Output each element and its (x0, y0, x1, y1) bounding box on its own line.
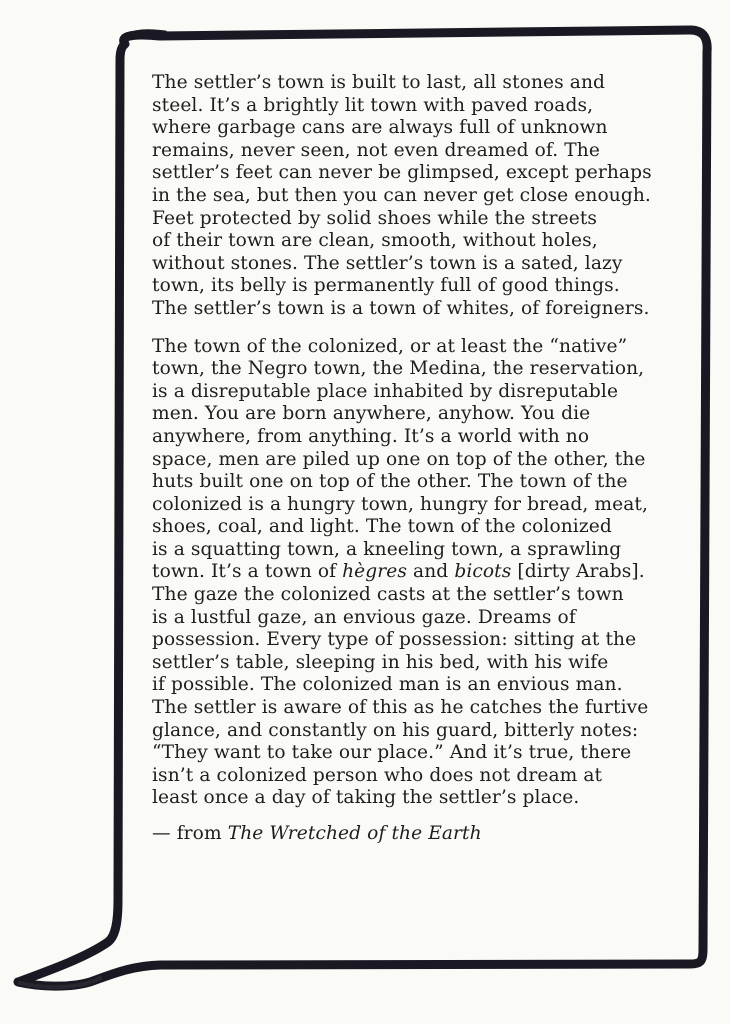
text-line: possession. Every type of possession: sitting at the (152, 629, 637, 651)
text-line: “They want to take our place.” And it’s true, there (152, 742, 632, 764)
text-line: remains, never seen, not even dreamed of. The (152, 139, 600, 161)
text-line: men. You are born anywhere, anyhow. You die (152, 403, 591, 425)
attribution (152, 823, 682, 846)
text-line: is a squatting town, a kneeling town, a sprawling (152, 538, 622, 560)
text-line: glance, and constantly on his guard, bitterly notes: (152, 719, 639, 741)
paragraph-colonized-town (152, 336, 682, 810)
book-title: The Wretched of the Earth (227, 823, 482, 844)
excerpt-text (152, 72, 682, 846)
text-line: without stones. The settler’s town is a sated, lazy (152, 252, 623, 274)
text-line: settler’s table, sleeping in his bed, with his wife (152, 651, 609, 673)
text-line: is a disreputable place inhabited by disreputable (152, 380, 619, 402)
text-line: in the sea, but then you can never get close enough. (152, 184, 651, 206)
italic-term: hègres (342, 561, 408, 583)
text-line: is a lustful gaze, an envious gaze. Dreams of (152, 606, 576, 628)
text-line: The settler’s town is a town of whites, of foreigners. (152, 297, 650, 319)
text-line: The gaze the colonized casts at the settler’s town (152, 584, 624, 606)
text-line: anywhere, from anything. It’s a world with no (152, 425, 590, 447)
text-line-italic-terms (152, 561, 682, 584)
text-line: isn’t a colonized person who does not dream at (152, 764, 603, 786)
text-line: town, the Negro town, the Medina, the reservation, (152, 358, 645, 380)
text-line: town, its belly is permanently full of good things. (152, 275, 620, 297)
text-line: colonized is a hungry town, hungry for bread, meat, (152, 493, 648, 515)
text-line: where garbage cans are always full of unknown (152, 117, 608, 139)
paragraph-spacer (152, 321, 682, 336)
text-fragment: and (407, 561, 455, 583)
text-line: space, men are piled up one on top of the other, the (152, 448, 646, 470)
text-fragment: [dirty Arabs]. (511, 561, 645, 583)
text-line: huts built one on top of the other. The town of the (152, 471, 628, 493)
italic-term: bicots (454, 561, 512, 583)
text-line: The town of the colonized, or at least the “native” (152, 335, 628, 357)
text-line: Feet protected by solid shoes while the streets (152, 207, 598, 229)
text-line: The settler’s town is built to last, all stones and (152, 72, 606, 93)
text-line: settler’s feet can never be glimpsed, except perhaps (152, 162, 652, 184)
paragraph-settler-town (152, 72, 682, 321)
text-line: if possible. The colonized man is an envious man. (152, 674, 623, 696)
text-line: shoes, coal, and light. The town of the colonized (152, 516, 612, 538)
text-fragment: town. It’s a town of (152, 561, 343, 583)
text-line: of their town are clean, smooth, without holes, (152, 230, 598, 252)
text-line: The settler is aware of this as he catches the furtive (152, 697, 649, 719)
text-line: steel. It’s a brightly lit town with paved roads, (152, 94, 594, 116)
text-line: least once a day of taking the settler’s place. (152, 787, 580, 809)
attribution-prefix: — from (152, 823, 228, 844)
